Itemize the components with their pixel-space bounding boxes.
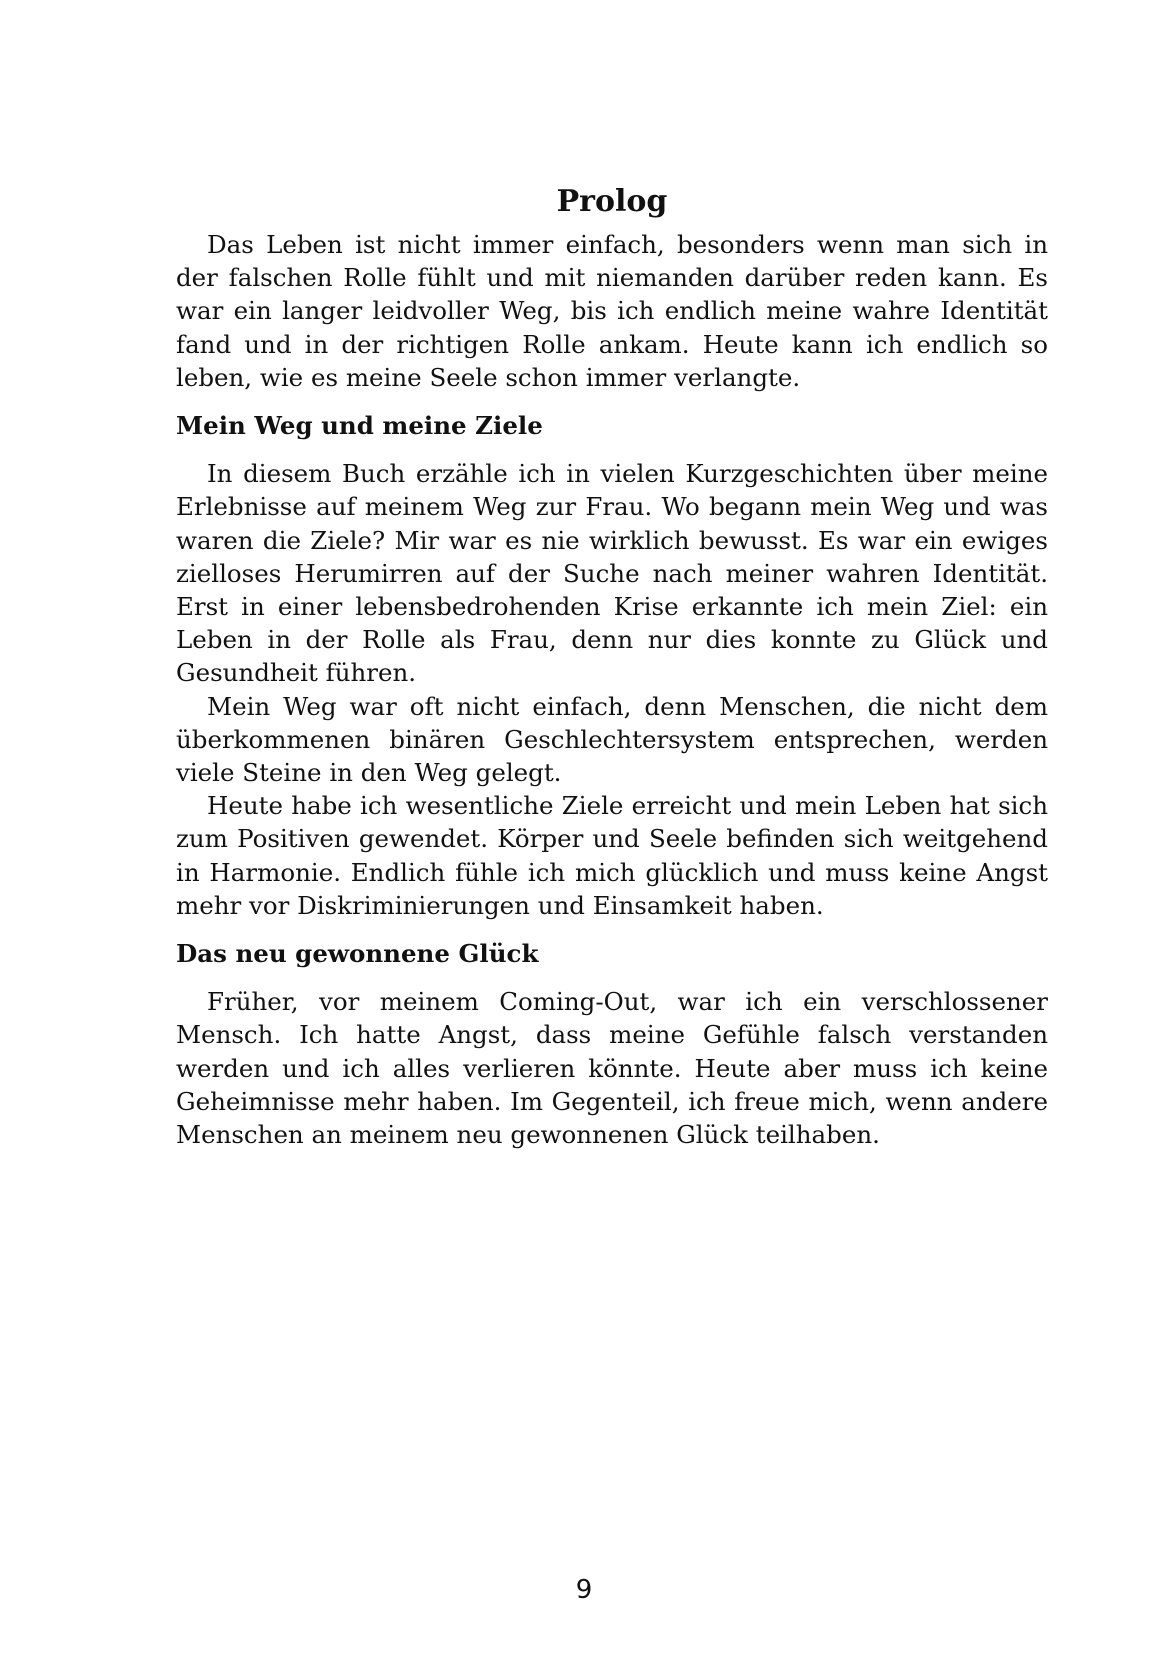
- page-number: 9: [575, 1575, 593, 1605]
- intro-paragraph: Das Leben ist nicht immer einfach, besonders wenn man sich in der falschen Rolle fühlt und mit niemanden darüber reden kann. Es war ein langer leidvoller Weg, bis ich endlich meine wahre Identität fand und in der richtigen Rolle ankam. Heute kann ich endlich so leben, wie es meine Seele schon immer verlangte.: [176, 230, 1048, 392]
- body-paragraph: Mein Weg war oft nicht einfach, denn Menschen, die nicht dem überkommenen binären Geschlechtersystem entsprechen, werden viele Steine in den Weg gelegt.: [176, 691, 1048, 788]
- body-paragraph: Früher, vor meinem Coming-Out, war ich ein verschlossener Mensch. Ich hatte Angst, dass meine Gefühle falsch verstanden werden und ich alles verlieren könnte. Heute aber muss ich keine Geheimnisse mehr haben. Im Gegenteil, ich freue mich, wenn andere Menschen an meinem neu gewonnenen Glück teilhaben.: [176, 987, 1048, 1150]
- body-paragraph: Heute habe ich wesentliche Ziele erreicht und mein Leben hat sich zum Positiven gewendet. Körper und Seele befinden sich weitgehend in Harmonie. Endlich fühle ich mich glücklich und muss keine Angst mehr vor Diskriminierungen und Einsamkeit haben.: [176, 791, 1048, 920]
- chapter-title: Prolog: [556, 184, 668, 219]
- section-heading-weg-ziele: Mein Weg und meine Ziele: [176, 411, 543, 441]
- body-paragraph: In diesem Buch erzähle ich in vielen Kurzgeschichten über meine Erlebnisse auf meinem Weg zur Frau. Wo begann mein Weg und was waren die Ziele? Mir war es nie wirklich bewusst. Es war ein ewiges zielloses Herumirren auf der Suche nach meiner wahren Identität. Erst in einer lebensbedrohenden Krise erkannte ich mein Ziel: ein Leben in der Rolle als Frau, denn nur dies konnte zu Glück und Gesundheit führen.: [176, 459, 1048, 688]
- section-heading-glueck: Das neu gewonnene Glück: [176, 939, 539, 969]
- page-content: [176, 180, 1048, 1151]
